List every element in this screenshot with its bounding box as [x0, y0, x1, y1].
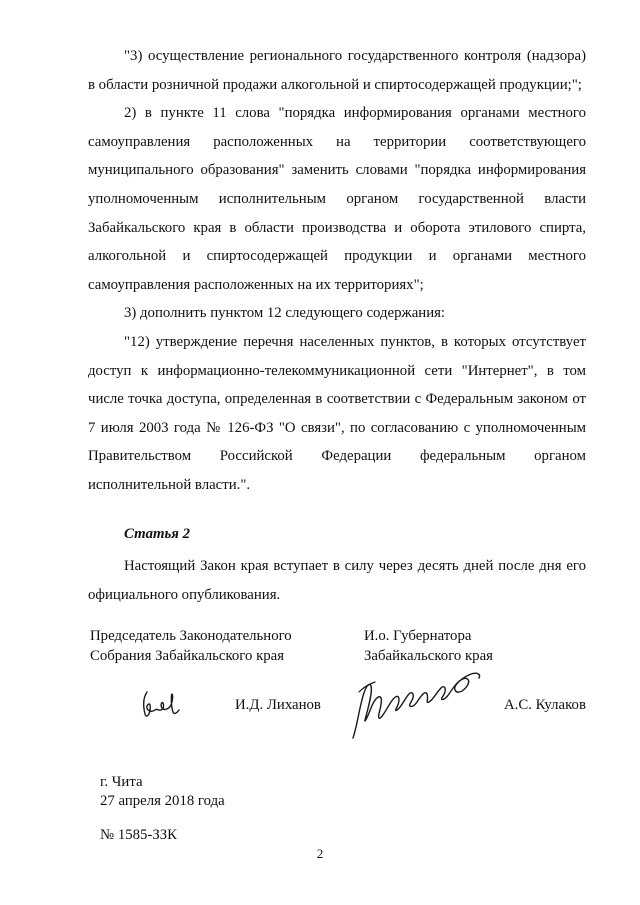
- right-signatory-name: А.С. Кулаков: [504, 697, 586, 713]
- paragraph-item-3: 3) дополнить пунктом 12 следующего содержания:: [124, 305, 446, 322]
- left-signatory-name: И.Д. Лиханов: [235, 697, 321, 713]
- document-body: [88, 42, 586, 609]
- footer-city: г. Чита: [100, 774, 143, 790]
- right-title-line2: Забайкальского края: [364, 648, 493, 664]
- right-title-line1: И.о. Губернатора: [364, 628, 472, 644]
- left-title-line1: Председатель Законодательного: [90, 628, 292, 644]
- paragraph-item-3-quote: "3) осуществление регионального государственного контроля (надзора) в области розничной продажи алкогольной и спиртосодержащей продукции;";: [88, 48, 586, 93]
- left-title-line2: Собрания Забайкальского края: [90, 648, 285, 664]
- right-handwritten-signature: [339, 664, 489, 742]
- page-number: 2: [316, 846, 324, 861]
- left-signatory-title: [90, 626, 320, 666]
- footer-date: 27 апреля 2018 года: [100, 793, 225, 809]
- paragraph-item-2: 2) в пункте 11 слова "порядка информирования органами местного самоуправления расположенных на территории соответствующего муниципального образования" заменить словами "порядка информирования уполномоченным исполнительным органом государственной власти Забайкальского края в области производства и оборота этилового спирта, алкогольной и спиртосодержащей продукции и органами местного самоуправления расположенных на их территориях";: [88, 105, 586, 293]
- right-signatory-title: [364, 626, 564, 666]
- article-text: Настоящий Закон края вступает в силу через десять дней после дня его официального опубликования.: [88, 558, 586, 603]
- left-handwritten-signature: [137, 686, 187, 724]
- paragraph-item-12-quote: "12) утверждение перечня населенных пунктов, в которых отсутствует доступ к информационно-телекоммуникационной сети "Интернет", в том числе точка доступа, определенная в соответствии с Федеральным законом от 7 июля 2003 года № 126-ФЗ "О связи", по согласованию с уполномоченным Правительством Российской Федерации федеральным органом исполнительной власти.".: [88, 333, 586, 493]
- article-heading: Статья 2: [124, 525, 190, 542]
- law-number: № 1585-ЗЗК: [100, 827, 178, 843]
